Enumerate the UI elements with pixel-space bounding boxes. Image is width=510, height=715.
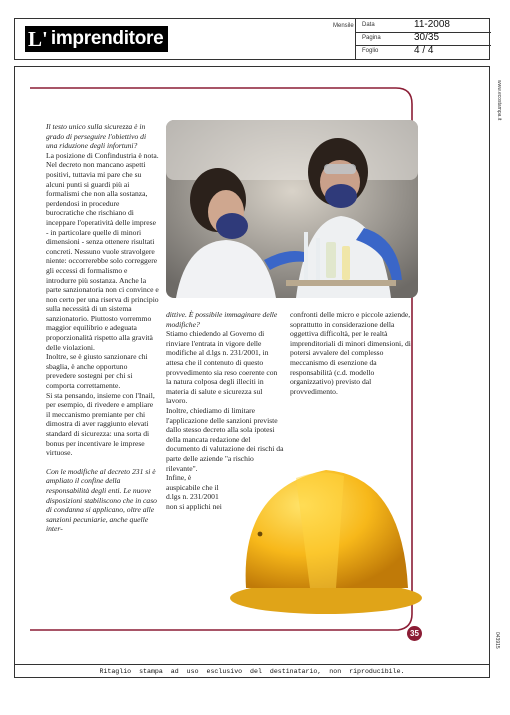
answer-2: Stiamo chiedendo al Governo di rinviare l'entrata in vigore delle modifiche al d.lgs n. 231/2001, in attesa che il contenuto di questo provvedimento sia reso coerente con la natura colposa degli illeciti in materia di salute e sicurezza sul lavoro.: [166, 329, 278, 406]
question-2: Con le modifiche al decreto 231 si è ampliato il confine della responsabilità degli enti. Le nuove disposizioni stabiliscono che in caso di condanna si applicano, oltre alle sanzioni pecuniarie, anche quelle inter-: [46, 466, 157, 534]
page-number-badge: 35: [407, 626, 422, 641]
frequency-label: Mensile: [333, 23, 354, 29]
paragraph: confronti delle micro e piccole aziende, soprattutto in considerazione della oggettiva difficoltà, per le realtà imprenditoriali di minori dimensioni, di potersi avvalere del complesso meccanismo di esenzione da responsabilità (c.d. modello organizzativo) previsto dal provvedimento.: [290, 310, 411, 396]
article-column-3: [290, 310, 415, 396]
question-1: Il testo unico sulla sicurezza è in grado di perseguire l'obiettivo di una riduzione degli infortuni?: [46, 122, 147, 151]
lab-photo: [166, 120, 418, 298]
meta-value: 11-2008: [414, 19, 450, 30]
meta-value: 30/35: [414, 32, 440, 43]
meta-label: Data: [362, 22, 375, 28]
answer-1: La posizione di Confindustria è nota. Nel decreto non mancano aspetti positivi, tuttavia mi pare che su alcuni punti si guardi più ai formalismi che non alla sostanza, perdendosi in procedure burocratiche che rischiano di inceppare l'operatività delle imprese - in particolare quelle di minori dimensioni - senza ottenere risultati concreti. Nessuno vuole stravolgere niente: occorrerebbe solo correggere gli eccessi di formalismo e introdurre più sostanza. Anche la parte sanzionatoria non ci convince e non certo per una riserva di principio sulla necessità di un sistema sanzionatorio. Piuttosto vorremmo maggior equilibrio e adeguata proporzionalità rispetto alla gravità delle violazioni.: [46, 150, 159, 352]
side-code-text: 043915: [494, 632, 500, 649]
question-2-continued: dittive. È possibile immaginare delle modifiche?: [166, 310, 278, 329]
meta-value: 4 / 4: [414, 45, 434, 56]
hard-hat-image: [226, 448, 426, 618]
logo-text: imprenditore: [51, 26, 169, 52]
side-website-text: www.ecostampa.it: [496, 80, 502, 121]
footer-disclaimer: Ritaglio stampa ad uso esclusivo del destinatario, non riproducibile.: [14, 664, 490, 679]
logo-mark: L': [25, 26, 51, 52]
paragraph: Inoltre, se è giusto sanzionare chi sbaglia, è anche opportuno prevedere sostegni per chi si comporta correttamente.: [46, 352, 148, 391]
paragraph: Si sta pensando, insieme con l'Inail, per esempio, di rivedere e ampliare il meccanismo premiante per chi dimostra di aver raggiunto elevati standard di sicurezza: una sorta di bonus per incentivare le imprese virtuose.: [46, 390, 155, 458]
paragraph: Infine, è auspicabile che il d.lgs n. 231/2001 non si applichi nei: [166, 473, 222, 511]
meta-label: Foglio: [362, 48, 379, 54]
article-column-1: [46, 122, 159, 534]
paragraph: Inoltre, chiediamo di limitare l'applicazione delle sanzioni previste dallo stesso decreto alla sola ipotesi della mancata redazione del documento di valutazione dei rischi da parte delle aziende "a rischio rilevante".: [166, 405, 284, 473]
meta-label: Pagina: [362, 35, 381, 41]
